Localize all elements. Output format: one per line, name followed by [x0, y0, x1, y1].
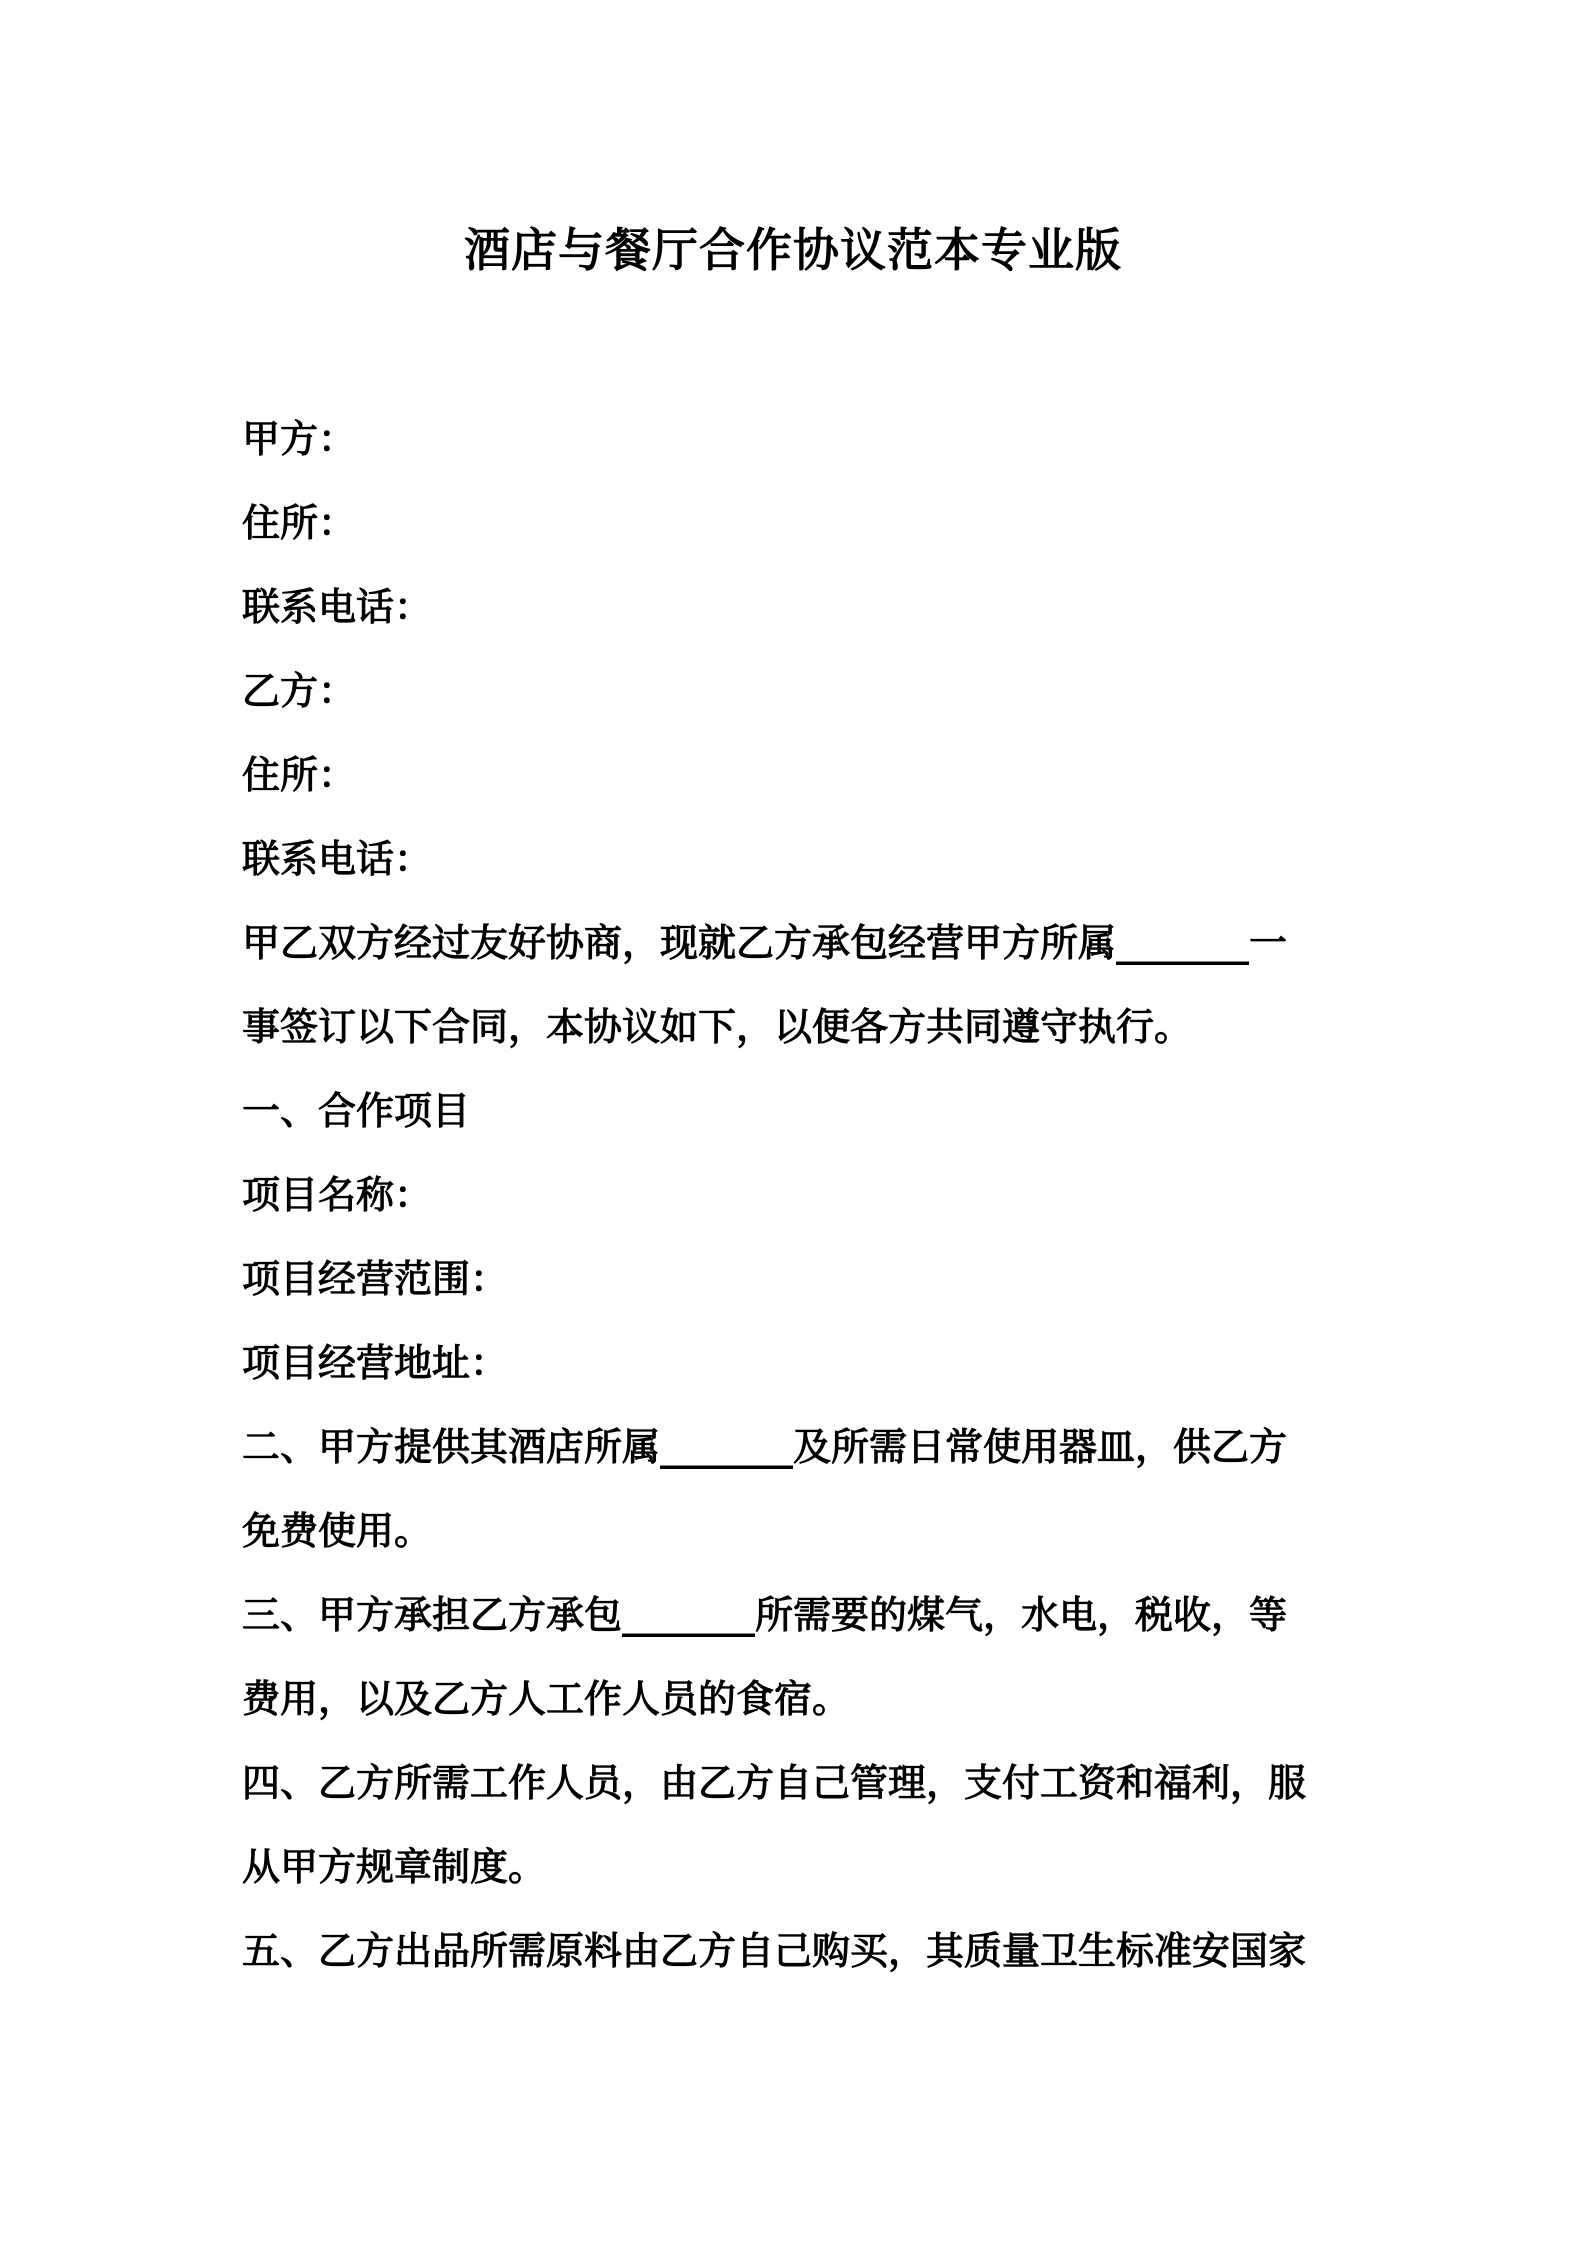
clause-2-line-2: 免费使用。 — [242, 1509, 433, 1553]
clause-3-line-2: 费用，以及乙方人工作人员的食宿。 — [242, 1677, 851, 1721]
party-b-phone-label: 联系电话： — [242, 837, 433, 881]
clause-5-line-1: 五、乙方出品所需原料由乙方自己购买，其质量卫生标准安国家 — [242, 1929, 1307, 1973]
document-body — [242, 397, 1357, 1993]
section-1-heading: 一、合作项目 — [242, 1089, 471, 1133]
project-scope-label: 项目经营范围： — [242, 1257, 509, 1301]
clause-4-line-2: 从甲方规章制度。 — [242, 1845, 547, 1889]
clause-2-line-1: 二、甲方提供其酒店所属_______及所需日常使用器皿，供乙方 — [242, 1425, 1288, 1469]
project-name-label: 项目名称： — [242, 1173, 433, 1217]
party-a-label: 甲方： — [242, 417, 357, 461]
document-title: 酒店与餐厅合作协议范本专业版 — [464, 223, 1122, 277]
party-b-label: 乙方： — [242, 669, 357, 713]
intro-paragraph-line-2: 事签订以下合同，本协议如下，以便各方共同遵守执行。 — [242, 1005, 1193, 1049]
clause-3-line-1: 三、甲方承担乙方承包_______所需要的煤气，水电，税收，等 — [242, 1593, 1288, 1637]
party-a-address-label: 住所： — [242, 501, 357, 545]
party-b-address-label: 住所： — [242, 753, 357, 797]
party-a-phone-label: 联系电话： — [242, 585, 433, 629]
intro-paragraph-line-1: 甲乙双方经过友好协商，现就乙方承包经营甲方所属_______一 — [242, 921, 1288, 965]
project-address-label: 项目经营地址： — [242, 1341, 509, 1385]
clause-4-line-1: 四、乙方所需工作人员，由乙方自己管理，支付工资和福利，服 — [242, 1761, 1307, 1805]
